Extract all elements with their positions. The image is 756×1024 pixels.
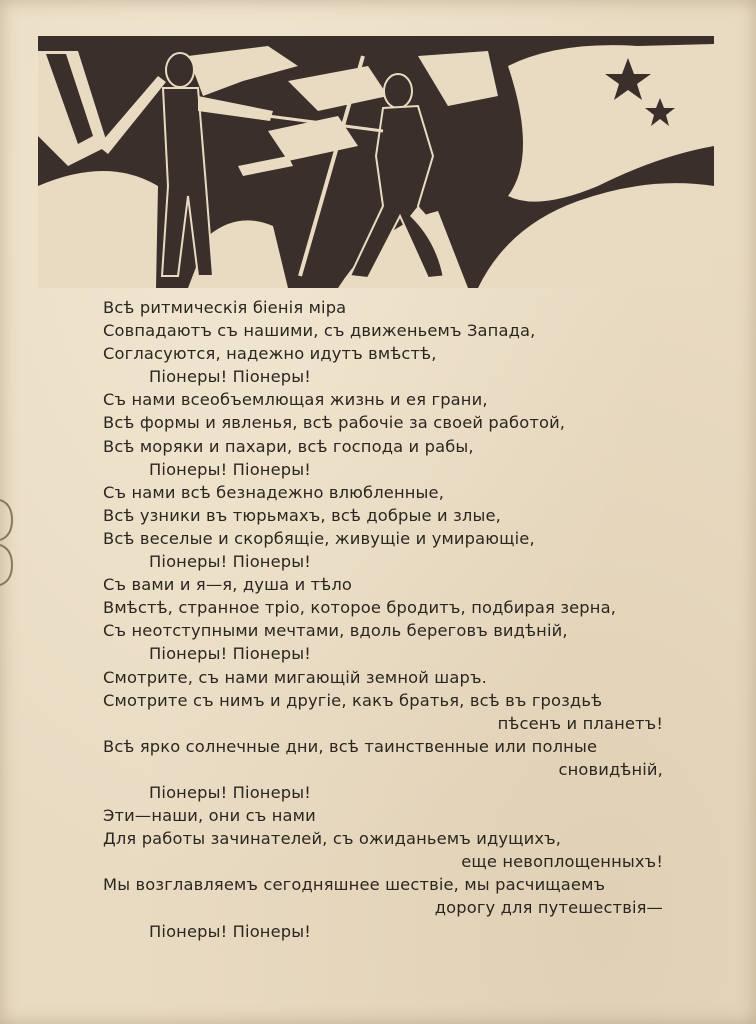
poem-line: Піонеры! Піонеры! — [149, 921, 311, 941]
poem-line: Совпадаютъ съ нашими, съ движеньемъ Запада, — [103, 321, 536, 341]
poem-line: Съ нами всѣ безнадежно влюбленные, — [103, 482, 445, 502]
poem-line: Для работы зачинателей, съ ожиданьемъ идущихъ, — [103, 829, 562, 849]
poem-line: Всѣ моряки и пахари, всѣ господа и рабы, — [103, 436, 474, 456]
poem-line: Всѣ формы и явленья, всѣ рабочіе за своей работой, — [103, 413, 566, 433]
poem-line: Съ неотступными мечтами, вдоль береговъ видѣній, — [103, 621, 568, 641]
poem-line: Піонеры! Піонеры! — [149, 552, 311, 572]
poem-line: Согласуются, надежно идутъ вмѣстѣ, — [103, 344, 437, 364]
staple-binding-icon — [0, 490, 14, 590]
poem-line: Піонеры! Піонеры! — [149, 459, 311, 479]
poem-line: сновидѣній, — [558, 759, 663, 779]
poem-line: Эти—наши, они съ нами — [103, 806, 316, 826]
woodcut-pioneers-icon — [38, 36, 714, 288]
poem-line: пѣсенъ и планетъ! — [497, 713, 663, 733]
poem-line: Съ нами всеобъемлющая жизнь и ея грани, — [103, 390, 488, 410]
poem-line: Всѣ ритмическія біенія міра — [103, 298, 347, 317]
poem-line: Піонеры! Піонеры! — [149, 367, 311, 387]
poem-text — [103, 296, 663, 943]
poem-line: Мы возглавляемъ сегодняшнее шествіе, мы расчищаемъ — [103, 875, 606, 895]
poem-line: Всѣ узники въ тюрьмахъ, всѣ добрые и злые, — [103, 505, 501, 525]
poem-line: Всѣ ярко солнечные дни, всѣ таинственные или полные — [103, 736, 598, 756]
poem-line: Всѣ веселые и скорбящіе, живущіе и умирающіе, — [103, 528, 535, 548]
poem-line: Піонеры! Піонеры! — [149, 644, 311, 664]
poem-line: еще невоплощенныхъ! — [461, 852, 663, 872]
poem-line: Смотрите, съ нами мигающій земной шаръ. — [103, 667, 487, 687]
poem-line: Вмѣстѣ, странное тріо, которое бродитъ, подбирая зерна, — [103, 598, 617, 618]
poem-line: Піонеры! Піонеры! — [149, 782, 311, 802]
poem-line: дорогу для путешествія— — [434, 898, 663, 918]
poem-line: Съ вами и я—я, душа и тѣло — [103, 575, 353, 595]
poem-line: Смотрите съ нимъ и другіе, какъ братья, всѣ въ гроздьѣ — [103, 690, 603, 710]
